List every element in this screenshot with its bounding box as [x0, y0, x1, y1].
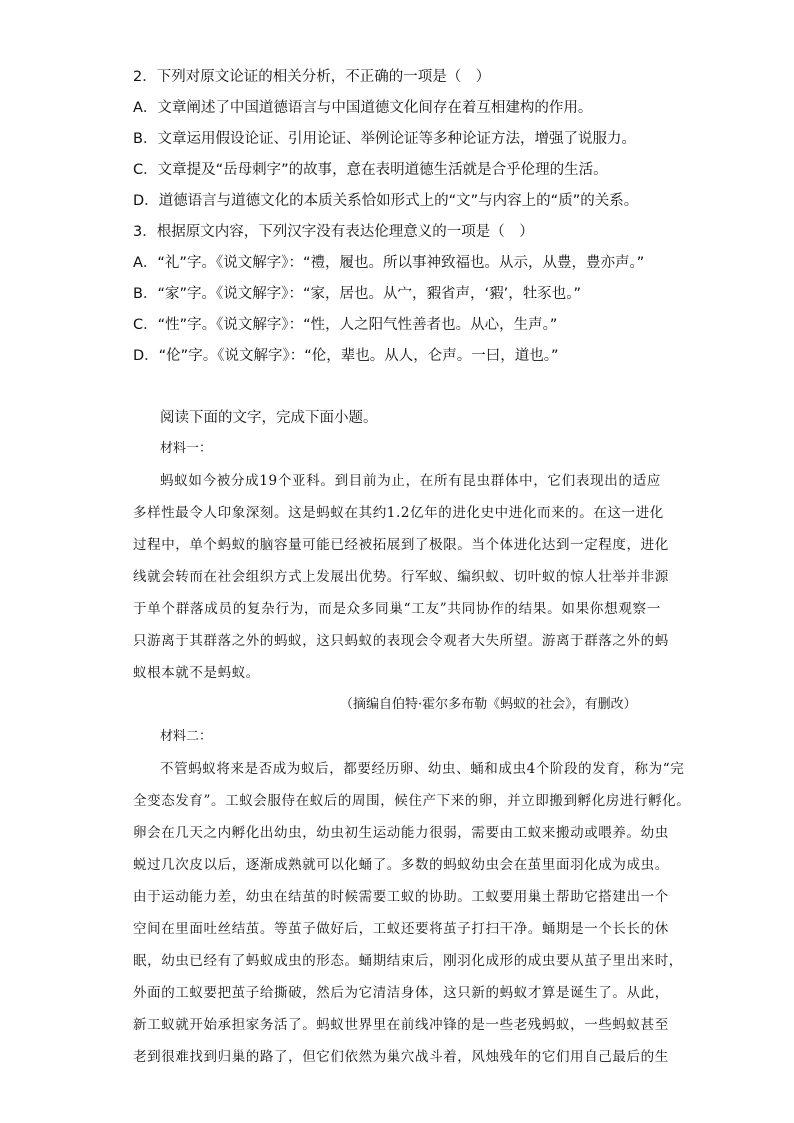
material-1-line: 蚂蚁如今被分成19个亚科。到目前为止，在所有昆虫群体中，它们表现出的适应	[160, 473, 661, 489]
question-3-option-c: C．“性”字。《说文解字》：“性，人之阳气性善者也。从心，生声。”	[133, 317, 558, 333]
material-2-line: 新工蚁就开始承担家务活了。蚂蚁世界里在前线冲锋的是一些老残蚂蚁，一些蚂蚁甚至	[133, 1017, 669, 1033]
material-2-label: 材料二：	[160, 729, 213, 744]
question-2-option-b: B．文章运用假设论证、引用论证、举例论证等多种论证方法，增强了说服力。	[133, 131, 636, 147]
material-2-line: 蜕过几次皮以后，逐渐成熟就可以化蛹了。多数的蚂蚁幼虫会在茧里面羽化成为成虫。	[133, 857, 669, 873]
material-2-line: 外面的工蚁要把茧子给撕破，然后为它清洁身体，这只新的蚂蚁才算是诞生了。从此，	[133, 985, 669, 1001]
material-2-line: 眠，幼虫已经有了蚂蚁成虫的形态。蛹期结束后，刚羽化成形的成虫要从茧子里出来时，	[133, 953, 683, 969]
question-2-option-c: C．文章提及“岳母刺字”的故事，意在表明道德生活就是合乎伦理的生活。	[133, 162, 608, 178]
reading-instruction: 阅读下面的文字，完成下面小题。	[160, 410, 378, 426]
material-1-line: 线就会转而在社会组织方式上发展出优势。行军蚁、编织蚁、切叶蚁的惊人壮举并非源	[133, 569, 669, 585]
material-1-line: 于单个群落成员的复杂行为，而是众多同巢“工友”共同协作的结果。如果你想观察一	[133, 601, 661, 617]
material-2-line: 卵会在几天之内孵化出幼虫，幼虫初生运动能力很弱，需要由工蚁来搬动或喂养。幼虫	[133, 825, 669, 841]
material-1-line: 过程中，单个蚂蚁的脑容量可能已经被拓展到了极限。当个体进化达到一定程度，进化	[133, 537, 669, 553]
question-2-option-d: D．道德语言与道德文化的本质关系恰如形式上的“文”与内容上的“质”的关系。	[133, 193, 639, 209]
material-2-line: 空间在里面吐丝结茧。等茧子做好后，工蚁还要将茧子打扫干净。蛹期是一个长长的休	[133, 921, 669, 937]
question-3-option-d: D．“伦”字。《说文解字》：“伦，辈也。从人，仑声。一曰，道也。”	[133, 348, 559, 364]
material-2-line: 不管蚂蚁将来是否成为蚁后，都要经历卵、幼虫、蛹和成虫4个阶段的发育，称为“完	[160, 761, 685, 777]
material-1-label: 材料一：	[160, 441, 213, 456]
material-1-line: 蚁根本就不是蚂蚁。	[133, 665, 260, 681]
question-3-option-a: A．“礼”字。《说文解字》：“禮，履也。所以事神致福也。从示，从豊，豊亦声。”	[133, 255, 645, 271]
question-3-stem: 3．根据原文内容，下列汉字没有表达伦理意义的一项是（ ）	[133, 224, 534, 240]
question-2-option-a: A．文章阐述了中国道德语言与中国道德文化间存在着互相建构的作用。	[133, 100, 593, 116]
material-2-line: 老到很难找到归巢的路了，但它们依然为巢穴战斗着，风烛残年的它们用自己最后的生	[133, 1049, 669, 1065]
question-3-option-b: B．“家”字。《说文解字》：“家，居也。从宀，豭省声，‘豭’，牡豕也。”	[133, 286, 581, 302]
question-2-stem: 2．下列对原文论证的相关分析，不正确的一项是（ ）	[133, 69, 491, 85]
material-2-line: 全变态发育”。工蚁会服侍在蚁后的周围，候住产下来的卵，并立即搬到孵化房进行孵化。	[133, 793, 691, 809]
material-1-line: 只游离于其群落之外的蚂蚁，这只蚂蚁的表现会令观者大失所望。游离于群落之外的蚂	[133, 633, 669, 649]
material-2-line: 由于运动能力差，幼虫在结茧的时候需要工蚁的协助。工蚁要用巢土帮助它搭建出一个	[133, 889, 669, 905]
material-1-source: （摘编自伯特·霍尔多布勒《蚂蚁的社会》，有删改）	[340, 697, 637, 712]
material-1-line: 多样性最令人印象深刻。这是蚂蚁在其约1.2亿年的进化史中进化而来的。在这一进化	[133, 505, 664, 521]
